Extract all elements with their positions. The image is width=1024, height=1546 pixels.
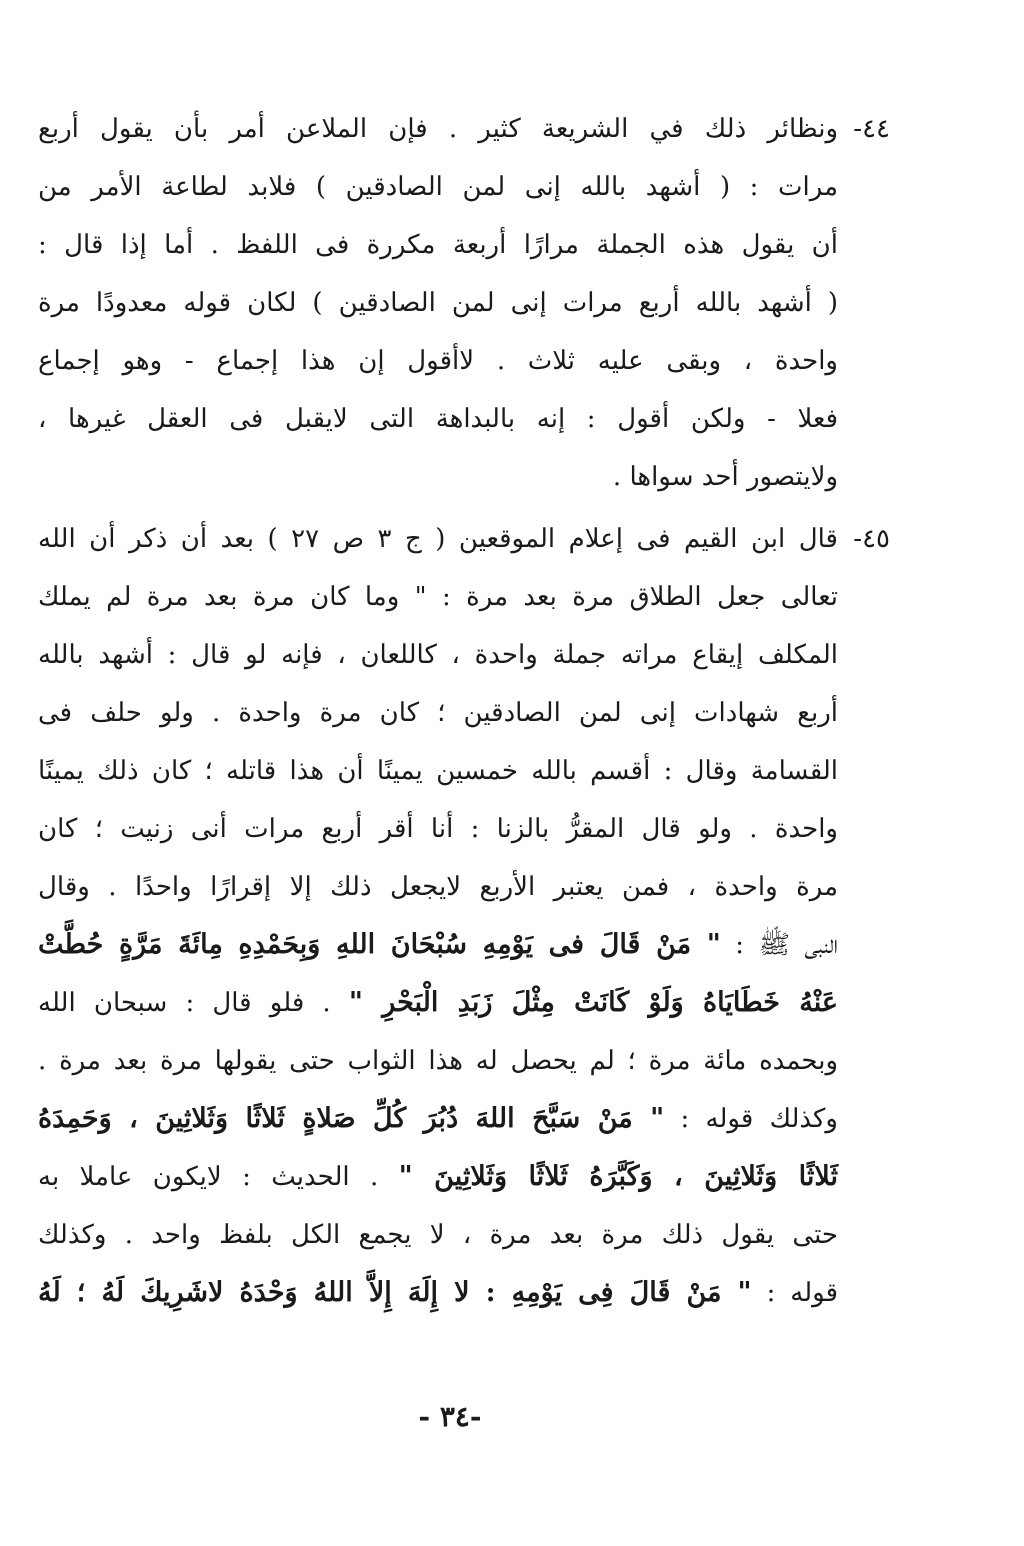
line-text: . فلو قال : سبحان الله	[38, 988, 349, 1018]
line-text: ونظائر ذلك في الشريعة كثير . فإن الملاعن أمر بأن يقول أربع	[38, 114, 838, 144]
hadith-line	[38, 974, 838, 1032]
hadith-line	[38, 1148, 838, 1206]
line-text: النبى ﷺ :	[720, 930, 838, 960]
text-line: أربع شهادات إنى لمن الصادقين ؛ كان مرة واحدة . ولو حلف فى	[38, 698, 838, 728]
hadith-quote: " مَنْ قَالَ فى يَوْمِهِ سُبْحَانَ اللهِ وَبِحَمْدِهِ مِائَةَ مَرَّةٍ حُطَّتْ	[38, 929, 721, 960]
text-line: المكلف إيقاع مراته جملة واحدة ، كاللعان ، فإنه لو قال : أشهد بالله	[38, 640, 838, 670]
text-line: وبحمده مائة مرة ؛ لم يحصل له هذا الثواب حتى يقولها مرة بعد مرة .	[38, 1046, 838, 1076]
hadith-quote: ثَلاثًا وَثَلاثِينَ ، وَكَبَّرَهُ ثَلاثًا وَثَلاثِينَ "	[398, 1161, 838, 1192]
text-line: ولايتصور أحد سواها .	[612, 462, 838, 492]
text-line: واحدة . ولو قال المقرُّ بالزنا : أنا أقر أربع مرات أنى زنيت ؛ كان	[38, 814, 838, 844]
paragraph-number: ٤٥-	[853, 524, 890, 554]
line-text: . الحديث : لايكون عاملا به	[38, 1162, 399, 1192]
text-line	[38, 100, 890, 158]
text-line: أن يقول هذه الجملة مرارًا أربعة مكررة فى اللفظ . أما إذا قال :	[38, 230, 838, 260]
line-text: قال ابن القيم فى إعلام الموقعين ( ج ٣ ص ٢٧ ) بعد أن ذكر أن الله	[38, 524, 838, 554]
text-line: القسامة وقال : أقسم بالله خمسين يمينًا أن هذا قاتله ؛ كان ذلك يمينًا	[38, 756, 838, 786]
text-line: ( أشهد بالله أربع مرات إنى لمن الصادقين ) لكان قوله معدودًا مرة	[38, 288, 838, 318]
text-line: تعالى جعل الطلاق مرة بعد مرة : " وما كان مرة بعد مرة لم يملك	[38, 582, 838, 612]
line-text: وكذلك قوله :	[664, 1104, 838, 1134]
line-text: قوله :	[751, 1278, 838, 1308]
hadith-quote: عَنْهُ خَطَايَاهُ وَلَوْ كَانَتْ مِثْلَ زَبَدِ الْبَحْرِ "	[348, 987, 838, 1018]
hadith-line	[38, 916, 838, 974]
paragraph-number: ٤٤-	[853, 114, 890, 144]
document-page	[38, 100, 890, 1460]
text-line: مرات : ( أشهد بالله إنى لمن الصادقين ) فلابد لطاعة الأمر من	[38, 172, 838, 202]
text-line	[38, 510, 890, 568]
hadith-line	[38, 1264, 838, 1322]
text-line: واحدة ، وبقى عليه ثلاث . لاأقول إن هذا إجماع - وهو إجماع	[38, 346, 838, 376]
text-line: مرة واحدة ، فمن يعتبر الأربع لايجعل ذلك إلا إقرارًا واحدًا . وقال	[38, 872, 838, 902]
hadith-line	[38, 1090, 838, 1148]
page-number: -٣٤ -	[418, 1400, 482, 1433]
text-line: فعلا - ولكن أقول : إنه بالبداهة التى لايقبل فى العقل غيرها ،	[38, 404, 838, 434]
hadith-quote: " مَنْ سَبَّحَ اللهَ دُبُرَ كُلِّ صَلاةٍ ثَلاثًا وَثَلاثِينَ ، وَحَمِدَهُ	[38, 1103, 665, 1134]
text-line: حتى يقول ذلك مرة بعد مرة ، لا يجمع الكل بلفظ واحد . وكذلك	[38, 1220, 838, 1250]
hadith-quote: " مَنْ قَالَ فِى يَوْمِهِ : لا إِلَهَ إِلاَّ اللهُ وَحْدَهُ لاشَرِيكَ لَهُ ؛ لَهُ	[38, 1277, 752, 1308]
